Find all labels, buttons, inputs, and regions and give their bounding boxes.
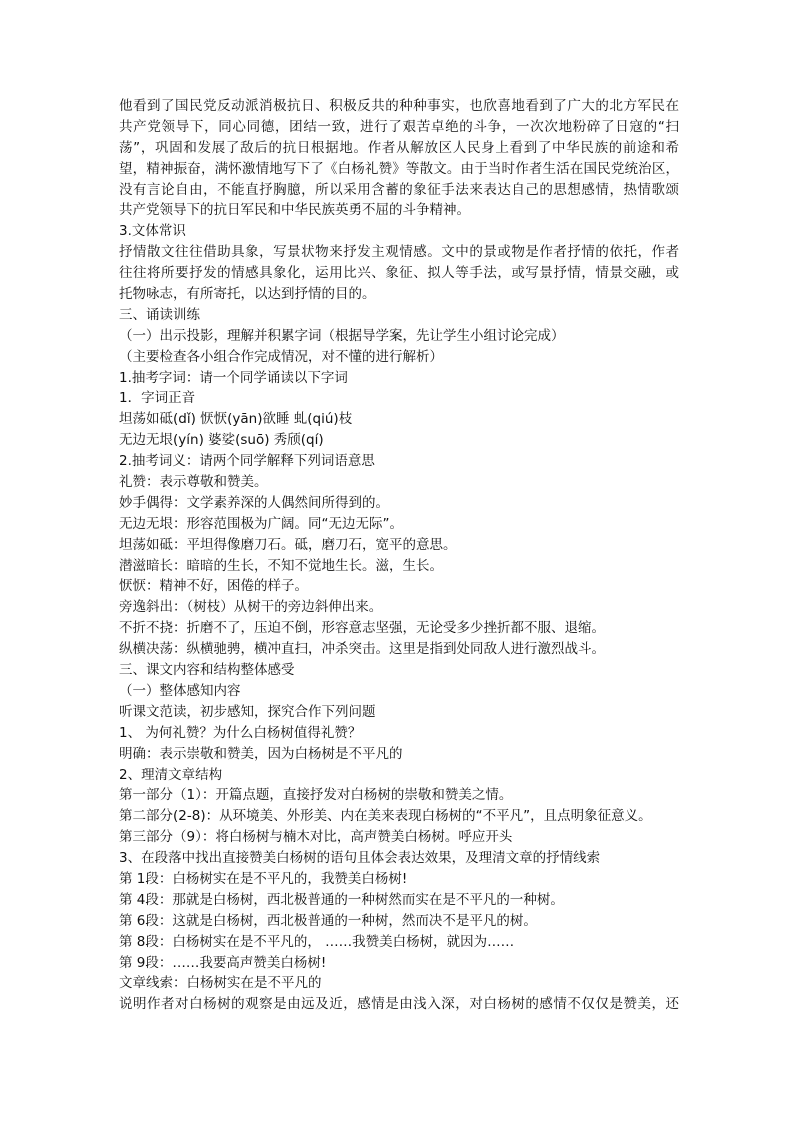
structure-part: 第一部分（1）：开篇点题，直接抒发对白杨树的崇敬和赞美之情。 [119, 787, 513, 804]
section-heading: 三、课文内容和结构整体感受 [119, 662, 295, 679]
body-text-line: 托物咏志，有所寄托，以达到抒情的目的。 [119, 286, 376, 303]
body-text-line: 望，精神振奋，满怀激情地写下了《白杨礼赞》等散文。由于当时作者生活在国民党统治区， [119, 160, 679, 177]
vocabulary-definition: 潜滋暗长：暗暗的生长，不知不觉地生长。滋，生长。 [119, 557, 443, 574]
structure-part: 第二部分(2-8)：从环境美、外形美、内在美来表现白杨树的“不平凡”，且点明象征意义。 [119, 808, 652, 825]
subsection-heading: （一）整体感知内容 [119, 682, 241, 699]
vocabulary-definition: 礼赞：表示尊敬和赞美。 [119, 474, 268, 491]
pronunciation-line: 无边无垠(yín) 婆娑(suō) 秀颀(qí) [119, 432, 324, 449]
question-item: 3、在段落中找出直接赞美白杨树的语句且体会表达效果，及理清文章的抒情线索 [119, 850, 601, 867]
body-text-line: 共产党领导下，同心同德，团结一致，进行了艰苦卓绝的斗争，一次次地粉碎了日寇的“扫 [119, 118, 679, 135]
section-heading: 三、诵读训练 [119, 306, 200, 323]
paragraph-quote: 第 4段：那就是白杨树，西北极普通的一种树然而实在是不平凡的一种树。 [119, 891, 564, 908]
question-item: 1、 为何礼赞？为什么白杨树值得礼赞？ [119, 724, 362, 741]
body-text-line: 往往将所要抒发的情感具象化，运用比兴、象征、拟人等手法，或写景抒情，情景交融，或 [119, 265, 679, 282]
vocabulary-definition: 纵横决荡：纵横驰骋，横冲直扫，冲杀突击。这里是指到处同敌人进行激烈战斗。 [119, 641, 605, 658]
vocabulary-definition: 旁逸斜出：（树枝）从树干的旁边斜伸出来。 [119, 599, 383, 616]
paragraph-quote: 第 1段：白杨树实在是不平凡的，我赞美白杨树! [119, 870, 408, 887]
body-text-line: 荡”，巩固和发展了敌后的抗日根据地。作者从解放区人民身上看到了中华民族的前途和希 [119, 139, 679, 156]
subsection-heading: （一）出示投影，理解并积累字词（根据导学案，先让学生小组讨论完成） [119, 327, 565, 344]
body-text-line: （主要检查各小组合作完成情况，对不懂的进行解析） [119, 348, 443, 365]
paragraph-quote: 第 8段：白杨树实在是不平凡的， ……我赞美白杨树，就因为…… [119, 933, 515, 950]
paragraph-quote: 第 9段：……我要高声赞美白杨树! [119, 954, 327, 971]
body-text-line: 共产党领导下的抗日军民和中华民族英勇不屈的斗争精神。 [119, 202, 470, 219]
section-heading: 3.文体常识 [119, 223, 186, 240]
vocabulary-definition: 恹恹：精神不好，困倦的样子。 [119, 578, 308, 595]
question-item: 2、理清文章结构 [119, 766, 223, 783]
body-text-line: 说明作者对白杨树的观察是由远及近，感情是由浅入深，对白杨树的感情不仅仅是赞美，还 [119, 996, 679, 1013]
body-text-line: 没有言论自由，不能直抒胸臆，所以采用含蓄的象征手法来表达自己的思想感情，热情歌颂 [119, 181, 679, 198]
structure-part: 第三部分（9）：将白杨树与楠木对比，高声赞美白杨树。呼应开头 [119, 829, 513, 846]
vocabulary-definition: 妙手偶得：文学素养深的人偶然间所得到的。 [119, 494, 389, 511]
paragraph-quote: 第 6段：这就是白杨树，西北极普通的一种树，然而决不是平凡的树。 [119, 912, 537, 929]
body-text-line: 他看到了国民党反动派消极抗日、积极反共的种种事实，也欣喜地看到了广大的北方军民在 [119, 98, 679, 114]
pronunciation-line: 坦荡如砥(dǐ) 恹恹(yān)欲睡 虬(qiú)枝 [119, 411, 353, 428]
answer-line: 明确：表示崇敬和赞美，因为白杨树是不平凡的 [119, 745, 403, 762]
body-text-line: 听课文范读，初步感知，探究合作下列问题 [119, 703, 376, 720]
subsection-heading: 2.抽考词义：请两个同学解释下列词语意思 [119, 453, 375, 470]
vocabulary-definition: 不折不挠：折磨不了，压迫不倒，形容意志坚强，无论受多少挫折都不服、退缩。 [119, 620, 605, 637]
subsection-heading: 1．字词正音 [119, 390, 196, 407]
body-text-line: 文章线索：白杨树实在是不平凡的 [119, 975, 322, 992]
document-page [119, 96, 679, 1015]
body-text-line: 抒情散文往往借助具象，写景状物来抒发主观情感。文中的景或物是作者抒情的依托，作者 [119, 244, 679, 261]
vocabulary-definition: 坦荡如砥：平坦得像磨刀石。砥，磨刀石，宽平的意思。 [119, 536, 457, 553]
subsection-heading: 1.抽考字词：请一个同学诵读以下字词 [119, 369, 348, 386]
vocabulary-definition: 无边无垠：形容范围极为广阔。同“无边无际”。 [119, 515, 403, 532]
